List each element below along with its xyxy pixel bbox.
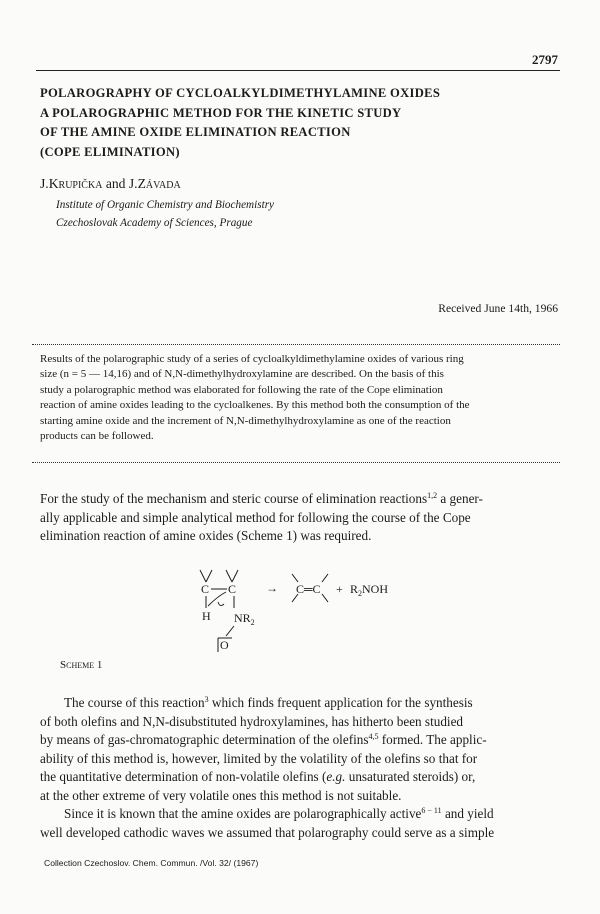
title-line: POLAROGRAPHY OF CYCLOALKYLDIMETHYLAMINE OXIDES xyxy=(40,86,441,100)
journal-footer: Collection Czechoslov. Chem. Commun. /Vol. 32/ (1967) xyxy=(44,858,259,868)
text-run: and yield xyxy=(441,806,494,821)
text-run: The course of this reaction xyxy=(64,695,205,710)
citation: 1,2 xyxy=(427,491,438,500)
hydrogen-label: H xyxy=(202,609,211,623)
alkene-label: C═C xyxy=(296,582,321,596)
text-run: which finds frequent application for the synthesis xyxy=(208,695,473,710)
abstract xyxy=(40,352,562,444)
author-surname: Krupička xyxy=(48,176,103,191)
title-line: OF THE AMINE OXIDE ELIMINATION REACTION xyxy=(40,125,351,139)
carbon-label: C xyxy=(201,582,210,596)
text-line: elimination reaction of amine oxides (Scheme 1) was required. xyxy=(40,528,372,543)
product-label: $R_2NOH$ xyxy=(350,582,389,598)
text-run: a gener- xyxy=(437,491,483,506)
text-run: e.g. xyxy=(326,769,346,784)
body-paragraph-2 xyxy=(40,694,562,805)
text-run: the quantitative determination of non-volatile olefins ( xyxy=(40,769,327,784)
scheme-label xyxy=(60,659,102,671)
received-date: Received June 14th, 1966 xyxy=(438,302,558,315)
reaction-arrow: → xyxy=(266,581,278,595)
title-line: A POLAROGRAPHIC METHOD FOR THE KINETIC STUDY xyxy=(40,105,402,120)
header-rule xyxy=(36,70,560,71)
page-number: 2797 xyxy=(532,52,558,67)
author-connector: and xyxy=(102,176,129,191)
carbon-label: C xyxy=(228,582,237,596)
scheme-caption: Scheme 1 xyxy=(60,659,103,671)
affiliation-line: Institute of Organic Chemistry and Biochemistry xyxy=(56,199,275,211)
abstract-bottom-rule xyxy=(32,462,560,463)
text-run: by means of gas-chromatographic determination of the olefins xyxy=(40,732,369,747)
plus-sign: + xyxy=(336,582,343,596)
affiliation xyxy=(56,197,274,232)
abstract-line: reaction of amine oxides leading to the cycloalkenes. By this method both the consumption of the xyxy=(40,399,470,412)
abstract-line: starting amine oxide and the increment of N,N-dimethylhydroxylamine as one of the reaction xyxy=(40,414,451,427)
article-title xyxy=(40,84,560,162)
citation: 4,5 xyxy=(368,732,379,741)
text-run: formed. The applic- xyxy=(378,732,487,747)
abstract-top-rule xyxy=(32,344,560,345)
title-line: (COPE ELIMINATION) xyxy=(40,144,180,159)
text-line: well developed cathodic waves we assumed that polarography could serve as a simple xyxy=(40,824,495,840)
citation: 3 xyxy=(204,695,209,704)
citation: 6 − 11 xyxy=(421,806,442,815)
text-run: unsaturated steroids) or, xyxy=(345,769,476,784)
text-run: Since it is known that the amine oxides are polarographically active xyxy=(64,806,422,821)
scheme-1-diagram xyxy=(196,566,426,660)
author-initial: J. xyxy=(40,176,49,191)
abstract-line: products can be followed. xyxy=(40,430,154,443)
text-line: ability of this method is, however, limited by the volatility of the olefins so that for xyxy=(40,750,478,766)
body-paragraph-3 xyxy=(40,805,562,842)
authors xyxy=(40,176,181,192)
amine-group-label: $NR_2$ xyxy=(234,611,255,627)
affiliation-line: Czechoslovak Academy of Sciences, Prague xyxy=(56,216,253,229)
text-run: For the study of the mechanism and steric course of elimination reactions xyxy=(40,491,428,506)
author-initial: J. xyxy=(128,176,138,191)
abstract-line: Results of the polarographic study of a series of cycloalkyldimethylamine oxides of various ring xyxy=(40,353,464,365)
text-line: of both olefins and N,N-disubstituted hydroxylamines, has hitherto been studied xyxy=(40,713,464,729)
text-line: at the other extreme of very volatile ones this method is not suitable. xyxy=(40,787,402,803)
oxygen-label: O xyxy=(220,638,229,652)
abstract-line: size (n = 5 — 14,16) and of N,N-dimethylhydroxylamine are described. On the basis of this xyxy=(40,368,444,381)
text-line: ally applicable and simple analytical method for following the course of the Cope xyxy=(40,509,471,525)
intro-paragraph xyxy=(40,490,562,546)
abstract-line: study a polarographic method was elaborated for following the rate of the Cope elimination xyxy=(40,383,443,396)
author-surname: Závada xyxy=(137,176,181,191)
